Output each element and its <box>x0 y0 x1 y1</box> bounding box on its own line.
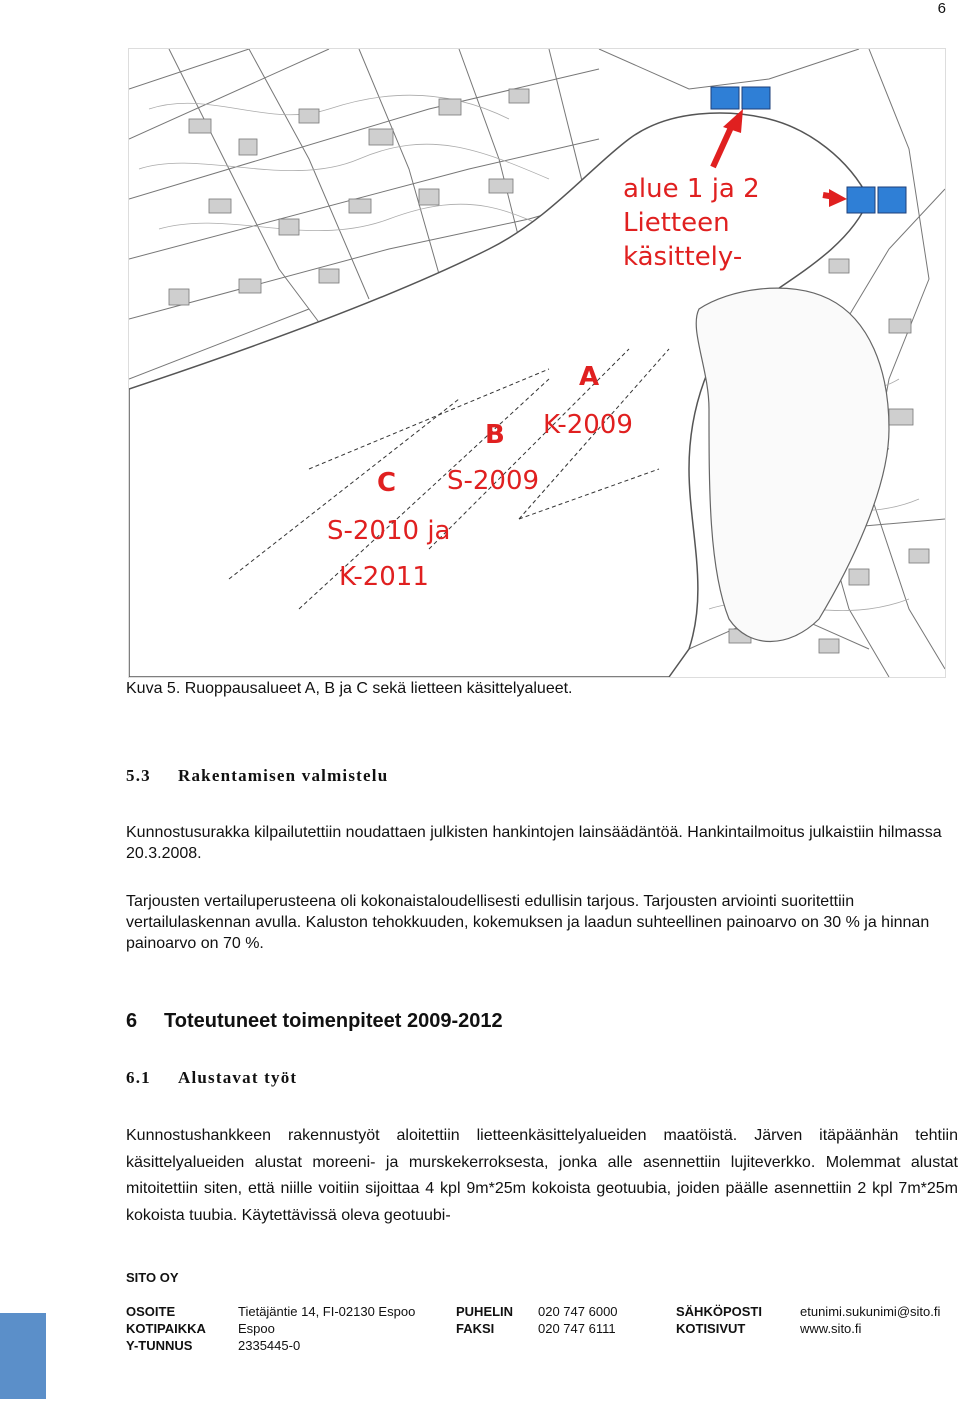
area-label-c: C <box>377 468 397 498</box>
map-figure <box>128 48 946 678</box>
paragraph-preliminary-works: Kunnostushankkeen rakennustyöt aloitettiin lietteenkäsittelyalueiden maatöistä. Järven itäpäänhän tehtiin käsittelyalueiden alustat moreeni- ja murskekerroksesta, jonka alle asennettiin lujiteverkko. Molemmat alustat mitoitettiin siten, että niille voitiin sijoittaa 4 kpl 9m*25m kokoista geotuubia, joiden päälle asennettiin 2 kpl 7m*25m kokoista tuubia. Käytettävissä oleva geotuubi- <box>126 1127 958 1224</box>
section-title: Toteutuneet toimenpiteet 2009-2012 <box>164 1010 503 1032</box>
section-heading-6 <box>126 1010 503 1033</box>
area-label-a: A <box>579 362 600 392</box>
section-heading-6-1 <box>126 1068 297 1088</box>
area-label-b: B <box>485 420 505 450</box>
period-s2010: S-2010 ja <box>327 516 451 546</box>
section-heading-5-3 <box>126 766 388 786</box>
footer-fax: 020 747 6111 <box>538 1321 616 1336</box>
footer-address: Tietäjäntie 14, FI-02130 Espoo <box>238 1304 416 1319</box>
footer-email[interactable]: etunimi.sukunimi@sito.fi <box>800 1304 941 1319</box>
page-number: 6 <box>937 0 946 17</box>
footer-accent-bar <box>0 1313 46 1399</box>
section-number: 5.3 <box>126 766 151 785</box>
footer-label-sahkoposti: SÄHKÖPOSTI <box>676 1304 762 1319</box>
footer-label-faksi: FAKSI <box>456 1321 495 1336</box>
period-s2009: S-2009 <box>447 466 540 496</box>
section-title: Rakentamisen valmistelu <box>178 766 389 785</box>
footer-label-kotipaikka: KOTIPAIKKA <box>126 1321 206 1336</box>
section-title: Alustavat työt <box>178 1068 298 1087</box>
period-k2009: K-2009 <box>543 410 633 440</box>
map-drawing <box>129 49 945 677</box>
footer-company: SITO OY <box>126 1270 179 1285</box>
section-number: 6.1 <box>126 1068 151 1087</box>
footer-label-ytunnus: Y-TUNNUS <box>126 1338 193 1353</box>
footer-label-kotisivut: KOTISIVUT <box>676 1321 746 1336</box>
footer-business-id: 2335445-0 <box>238 1338 301 1353</box>
paragraph-evaluation: Tarjousten vertailuperusteena oli kokonaistaloudellisesti edullisin tarjous. Tarjousten arviointi suoritettiin vertailulaskennan avulla. Kaluston tehokkuuden, kokemuksen ja laadun suhteellinen painoarvo on 30 % ja hinnan painoarvo on 70 %. <box>126 893 930 952</box>
callout-line-1: alue 1 ja 2 <box>623 174 760 204</box>
footer-label-osoite: OSOITE <box>126 1304 176 1319</box>
callout-line-2: Lietteen <box>623 208 730 238</box>
callout-line-3: käsittely- <box>623 242 743 272</box>
footer-website[interactable]: www.sito.fi <box>800 1321 862 1336</box>
section-number: 6 <box>126 1010 138 1032</box>
period-k2011: K-2011 <box>339 562 429 592</box>
paragraph-procurement: Kunnostusurakka kilpailutettiin noudattaen julkisten hankintojen lainsäädäntöä. Hankintailmoitus julkaistiin hilmassa 20.3.2008. <box>126 824 942 862</box>
footer-domicile: Espoo <box>238 1321 275 1336</box>
figure-caption: Kuva 5. Ruoppausalueet A, B ja C sekä lietteen käsittelyalueet. <box>126 680 573 697</box>
footer-label-puhelin: PUHELIN <box>456 1304 514 1319</box>
footer-phone: 020 747 6000 <box>538 1304 618 1319</box>
